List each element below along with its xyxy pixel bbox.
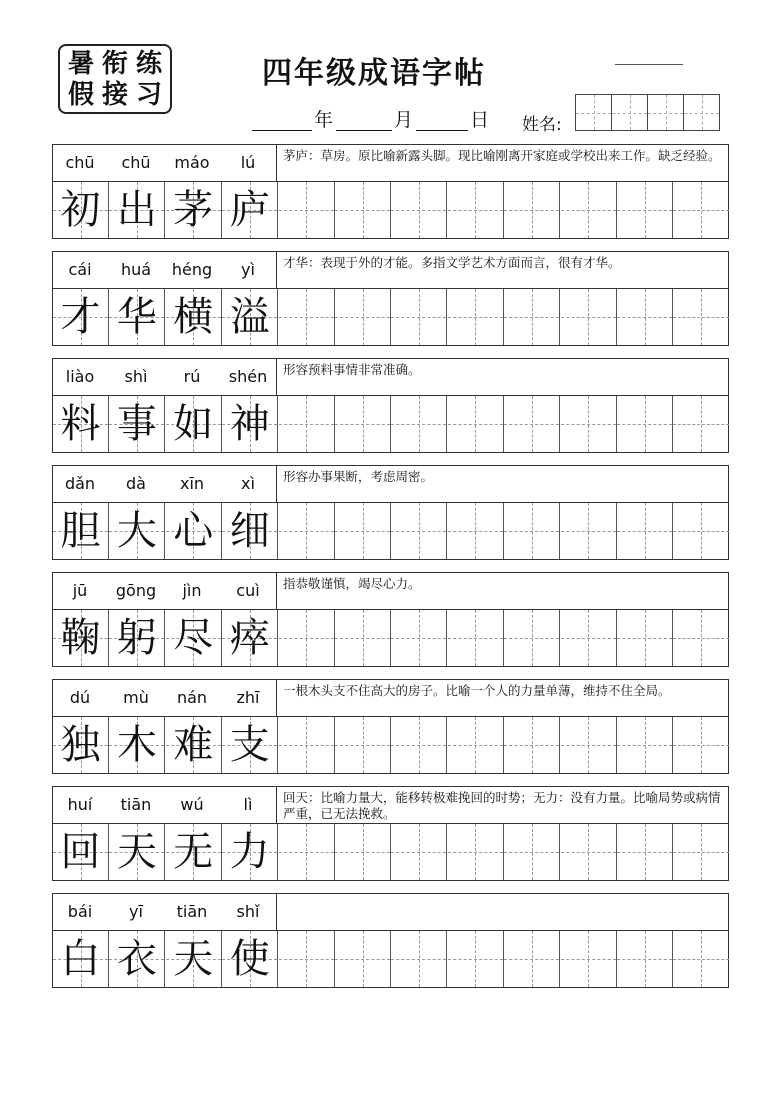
pinyin: gōng <box>115 581 157 600</box>
practice-cell[interactable] <box>673 182 729 238</box>
guide-line-horizontal <box>335 424 390 425</box>
idiom-block <box>52 251 729 348</box>
month-label: 月 <box>394 109 414 131</box>
practice-cell[interactable] <box>279 824 335 880</box>
guide-line-horizontal <box>335 531 390 532</box>
pinyin-row <box>52 358 729 396</box>
practice-cell[interactable] <box>279 289 335 345</box>
definition-text: 一根木头支不住高大的房子。比喻一个人的力量单薄，维持不住全局。 <box>276 679 729 717</box>
model-char-cell <box>109 289 165 345</box>
practice-cell[interactable] <box>561 824 617 880</box>
model-char: 出 <box>116 187 157 233</box>
page-title: 四年级成语字帖 <box>262 56 486 91</box>
practice-cell[interactable] <box>561 610 617 666</box>
guide-line-horizontal <box>561 531 616 532</box>
guide-line-horizontal <box>504 210 559 211</box>
model-char-cell <box>166 824 222 880</box>
name-cell[interactable] <box>611 94 648 131</box>
guide-line-horizontal <box>279 424 334 425</box>
practice-cell[interactable] <box>617 503 673 559</box>
model-char-cell <box>53 931 109 987</box>
pinyin: chū <box>65 153 95 172</box>
practice-cell[interactable] <box>504 931 560 987</box>
model-char-cell <box>53 396 109 452</box>
guide-line-horizontal <box>673 959 729 960</box>
badge-char: 假 <box>68 80 95 110</box>
practice-cell[interactable] <box>448 503 504 559</box>
guide-line-horizontal <box>561 745 616 746</box>
practice-cell[interactable] <box>448 931 504 987</box>
pinyin: cuì <box>236 581 260 600</box>
guide-line-horizontal <box>673 852 729 853</box>
practice-cell[interactable] <box>673 503 729 559</box>
pinyin: dú <box>69 688 91 707</box>
practice-cell[interactable] <box>279 931 335 987</box>
definition-text: 形容办事果断，考虑周密。 <box>276 465 729 503</box>
practice-cell[interactable] <box>561 931 617 987</box>
idiom-block <box>52 572 729 669</box>
guide-line-horizontal <box>391 852 446 853</box>
guide-line-horizontal <box>504 959 559 960</box>
idiom-block <box>52 786 729 883</box>
guide-line-horizontal <box>617 531 672 532</box>
writing-grid <box>52 289 729 346</box>
guide-line-horizontal <box>504 317 559 318</box>
model-char: 独 <box>60 722 101 768</box>
practice-cell[interactable] <box>391 289 447 345</box>
pinyin-row <box>52 679 729 717</box>
practice-cell[interactable] <box>617 396 673 452</box>
practice-cell[interactable] <box>279 503 335 559</box>
practice-cell[interactable] <box>279 610 335 666</box>
guide-line-horizontal <box>617 210 672 211</box>
practice-cell[interactable] <box>617 717 673 773</box>
model-char-cell <box>53 717 109 773</box>
guide-line-horizontal <box>448 531 503 532</box>
guide-line-horizontal <box>279 210 334 211</box>
guide-line-horizontal <box>335 852 390 853</box>
model-char: 难 <box>173 722 214 768</box>
writing-grid <box>52 931 729 988</box>
model-char-cell <box>53 610 109 666</box>
model-char: 料 <box>60 401 101 447</box>
pinyin: lú <box>240 153 256 172</box>
practice-cell[interactable] <box>335 824 391 880</box>
pinyin-row <box>52 572 729 610</box>
pinyin: tiān <box>176 902 208 921</box>
definition-text <box>276 893 729 931</box>
practice-cell[interactable] <box>335 717 391 773</box>
model-char-cell <box>109 503 165 559</box>
practice-cell[interactable] <box>504 824 560 880</box>
pinyin: lì <box>243 795 253 814</box>
model-char-cell <box>222 182 278 238</box>
guide-line-horizontal <box>617 317 672 318</box>
guide-line-horizontal <box>391 210 446 211</box>
practice-cell[interactable] <box>561 396 617 452</box>
guide-line-horizontal <box>561 424 616 425</box>
idiom-block <box>52 893 729 990</box>
model-char-cell <box>109 717 165 773</box>
model-char-cell <box>166 289 222 345</box>
practice-cell[interactable] <box>335 396 391 452</box>
pinyin: yì <box>241 260 255 279</box>
model-char: 横 <box>173 294 214 340</box>
badge-char: 衔 <box>102 49 129 79</box>
guide-line-horizontal <box>561 959 616 960</box>
practice-badge <box>58 44 172 114</box>
model-char: 瘁 <box>229 615 270 661</box>
model-char-cell <box>222 717 278 773</box>
guide-line-horizontal <box>448 745 503 746</box>
guide-line-horizontal <box>391 638 446 639</box>
name-cell[interactable] <box>647 94 684 131</box>
model-char: 神 <box>229 401 270 447</box>
practice-cell[interactable] <box>617 182 673 238</box>
model-char-cell <box>166 503 222 559</box>
model-char-cell <box>53 289 109 345</box>
guide-line-horizontal <box>617 852 672 853</box>
pinyin: nán <box>176 688 208 707</box>
model-char: 如 <box>173 401 214 447</box>
pinyin: shǐ <box>236 902 260 921</box>
practice-cell[interactable] <box>673 717 729 773</box>
practice-cell[interactable] <box>391 717 447 773</box>
practice-cell[interactable] <box>279 396 335 452</box>
guide-line-horizontal <box>617 638 672 639</box>
writing-grid <box>52 396 729 453</box>
name-cell[interactable] <box>683 94 720 131</box>
pinyin-row <box>52 144 729 182</box>
model-char-cell <box>109 931 165 987</box>
model-char: 白 <box>60 936 101 982</box>
model-char: 天 <box>116 829 157 875</box>
guide-line-horizontal <box>279 745 334 746</box>
name-label: 姓名: <box>522 115 562 135</box>
practice-cell[interactable] <box>504 182 560 238</box>
pinyin: zhī <box>236 688 260 707</box>
model-char-cell <box>53 182 109 238</box>
year-blank[interactable] <box>252 130 312 131</box>
model-char: 力 <box>229 829 270 875</box>
practice-cell[interactable] <box>673 931 729 987</box>
guide-line-horizontal <box>335 317 390 318</box>
pinyin: xì <box>241 474 255 493</box>
pinyin: dà <box>126 474 146 493</box>
writing-grid <box>52 610 729 667</box>
pinyin: cái <box>68 260 92 279</box>
model-char: 茅 <box>173 187 214 233</box>
model-char: 回 <box>60 829 101 875</box>
practice-cell[interactable] <box>561 182 617 238</box>
practice-cell[interactable] <box>335 182 391 238</box>
model-char-cell <box>222 396 278 452</box>
pinyin: bái <box>67 902 93 921</box>
badge-char: 练 <box>136 49 163 79</box>
guide-line-horizontal <box>561 210 616 211</box>
writing-grid <box>52 717 729 774</box>
idiom-block <box>52 144 729 241</box>
writing-grid <box>52 824 729 881</box>
guide-line-horizontal <box>448 852 503 853</box>
model-char-cell <box>109 182 165 238</box>
practice-cell[interactable] <box>335 931 391 987</box>
guide-line-horizontal <box>448 210 503 211</box>
guide-line-horizontal <box>561 852 616 853</box>
pinyin: héng <box>171 260 213 279</box>
model-char: 躬 <box>116 615 157 661</box>
guide-line-horizontal <box>504 531 559 532</box>
model-char-cell <box>222 610 278 666</box>
definition-text: 回天：比喻力量大，能移转极难挽回的时势；无力：没有力量。比喻局势或病情严重，已无法挽救。 <box>276 786 729 824</box>
guide-line-horizontal <box>448 638 503 639</box>
guide-line-horizontal <box>504 424 559 425</box>
pinyin: tiān <box>120 795 152 814</box>
practice-cell[interactable] <box>504 396 560 452</box>
guide-line-horizontal <box>335 959 390 960</box>
pinyin: máo <box>174 153 210 172</box>
practice-cell[interactable] <box>673 824 729 880</box>
guide-line-horizontal <box>617 959 672 960</box>
pinyin: chū <box>121 153 151 172</box>
day-blank[interactable] <box>416 130 468 131</box>
idiom-block <box>52 465 729 562</box>
practice-cell[interactable] <box>617 610 673 666</box>
guide-line-horizontal <box>391 531 446 532</box>
pinyin: shén <box>228 367 268 386</box>
model-char: 尽 <box>173 615 214 661</box>
practice-cell[interactable] <box>673 289 729 345</box>
guide-line-horizontal <box>335 745 390 746</box>
practice-cell[interactable] <box>617 931 673 987</box>
model-char-cell <box>166 931 222 987</box>
model-char: 鞠 <box>60 615 101 661</box>
model-char: 大 <box>116 508 157 554</box>
badge-char: 习 <box>136 80 163 110</box>
pinyin: jìn <box>182 581 202 600</box>
guide-line-horizontal <box>391 424 446 425</box>
practice-cell[interactable] <box>504 717 560 773</box>
practice-cell[interactable] <box>504 289 560 345</box>
practice-cell[interactable] <box>448 610 504 666</box>
guide-line-horizontal <box>279 959 334 960</box>
model-char-cell <box>222 824 278 880</box>
definition-text: 才华：表现于外的才能。多指文学艺术方面而言，很有才华。 <box>276 251 729 289</box>
practice-cell[interactable] <box>279 717 335 773</box>
guide-line-horizontal <box>279 531 334 532</box>
guide-line-horizontal <box>391 317 446 318</box>
badge-char: 接 <box>102 80 129 110</box>
definition-text: 形容预料事情非常准确。 <box>276 358 729 396</box>
name-cell[interactable] <box>575 94 612 131</box>
guide-line-horizontal <box>561 638 616 639</box>
model-char: 胆 <box>60 508 101 554</box>
pinyin: huí <box>67 795 93 814</box>
guide-line-horizontal <box>673 210 729 211</box>
definition-text: 茅庐：草房。原比喻新露头脚。现比喻刚离开家庭或学校出来工作。缺乏经验。 <box>276 144 729 182</box>
practice-cell[interactable] <box>335 503 391 559</box>
guide-line-horizontal <box>448 317 503 318</box>
pinyin: jū <box>72 581 88 600</box>
model-char: 心 <box>173 508 214 554</box>
pinyin: xīn <box>179 474 205 493</box>
guide-line-horizontal <box>673 424 729 425</box>
practice-cell[interactable] <box>673 396 729 452</box>
guide-line-horizontal <box>335 210 390 211</box>
pinyin-row <box>52 251 729 289</box>
practice-cell[interactable] <box>448 289 504 345</box>
guide-line-horizontal <box>391 745 446 746</box>
pinyin: yī <box>129 902 143 921</box>
model-char: 才 <box>60 294 101 340</box>
guide-line-horizontal <box>504 745 559 746</box>
model-char: 细 <box>229 508 270 554</box>
writing-grid <box>52 182 729 239</box>
pinyin-row <box>52 893 729 931</box>
guide-line-horizontal <box>335 638 390 639</box>
month-blank[interactable] <box>336 130 392 131</box>
model-char-cell <box>53 503 109 559</box>
practice-cell[interactable] <box>391 396 447 452</box>
pinyin: wú <box>180 795 204 814</box>
guide-line-horizontal <box>561 317 616 318</box>
practice-cell[interactable] <box>391 824 447 880</box>
practice-cell[interactable] <box>448 396 504 452</box>
practice-cell[interactable] <box>561 717 617 773</box>
pinyin: liào <box>65 367 95 386</box>
model-char: 天 <box>173 936 214 982</box>
day-label: 日 <box>470 109 490 131</box>
model-char: 庐 <box>229 187 270 233</box>
practice-cell[interactable] <box>561 289 617 345</box>
model-char-cell <box>53 824 109 880</box>
practice-cell[interactable] <box>335 610 391 666</box>
model-char: 木 <box>116 722 157 768</box>
practice-cell[interactable] <box>617 289 673 345</box>
practice-cell[interactable] <box>617 824 673 880</box>
model-char-cell <box>222 289 278 345</box>
guide-line-horizontal <box>673 745 729 746</box>
guide-line-horizontal <box>673 638 729 639</box>
model-char-cell <box>222 931 278 987</box>
pinyin-row <box>52 465 729 503</box>
model-char: 华 <box>116 294 157 340</box>
pinyin: huá <box>120 260 152 279</box>
idiom-block <box>52 679 729 776</box>
model-char: 使 <box>229 936 270 982</box>
practice-cell[interactable] <box>504 610 560 666</box>
guide-line-horizontal <box>617 424 672 425</box>
idiom-block <box>52 358 729 455</box>
model-char: 溢 <box>229 294 270 340</box>
model-char-cell <box>109 824 165 880</box>
guide-line-horizontal <box>673 531 729 532</box>
practice-cell[interactable] <box>391 503 447 559</box>
model-char-cell <box>222 503 278 559</box>
guide-line-horizontal <box>279 317 334 318</box>
practice-cell[interactable] <box>335 289 391 345</box>
year-label: 年 <box>314 109 334 131</box>
guide-line-horizontal <box>504 638 559 639</box>
pinyin: rú <box>183 367 201 386</box>
model-char-cell <box>166 610 222 666</box>
pinyin: dǎn <box>64 474 96 493</box>
definition-text: 指恭敬谨慎，竭尽心力。 <box>276 572 729 610</box>
corner-line <box>615 64 683 65</box>
practice-cell[interactable] <box>391 610 447 666</box>
practice-cell[interactable] <box>673 610 729 666</box>
guide-line-horizontal <box>391 959 446 960</box>
model-char-cell <box>109 610 165 666</box>
model-char: 事 <box>116 401 157 447</box>
model-char: 无 <box>173 829 214 875</box>
model-char: 支 <box>229 722 270 768</box>
badge-char: 暑 <box>68 49 95 79</box>
practice-cell[interactable] <box>279 182 335 238</box>
model-char: 衣 <box>116 936 157 982</box>
practice-cell[interactable] <box>391 182 447 238</box>
guide-line-horizontal <box>448 959 503 960</box>
pinyin: shì <box>124 367 148 386</box>
practice-cell[interactable] <box>448 182 504 238</box>
guide-line-horizontal <box>504 852 559 853</box>
model-char-cell <box>166 717 222 773</box>
guide-line-horizontal <box>279 852 334 853</box>
model-char: 初 <box>60 187 101 233</box>
practice-cell[interactable] <box>448 717 504 773</box>
practice-cell[interactable] <box>561 503 617 559</box>
practice-cell[interactable] <box>448 824 504 880</box>
guide-line-horizontal <box>617 745 672 746</box>
guide-line-horizontal <box>279 638 334 639</box>
pinyin-row <box>52 786 729 824</box>
pinyin: mù <box>123 688 149 707</box>
guide-line-horizontal <box>448 424 503 425</box>
model-char-cell <box>166 182 222 238</box>
guide-line-horizontal <box>673 317 729 318</box>
model-char-cell <box>109 396 165 452</box>
writing-grid <box>52 503 729 560</box>
practice-cell[interactable] <box>391 931 447 987</box>
practice-cell[interactable] <box>504 503 560 559</box>
model-char-cell <box>166 396 222 452</box>
name-grid[interactable] <box>576 94 720 131</box>
